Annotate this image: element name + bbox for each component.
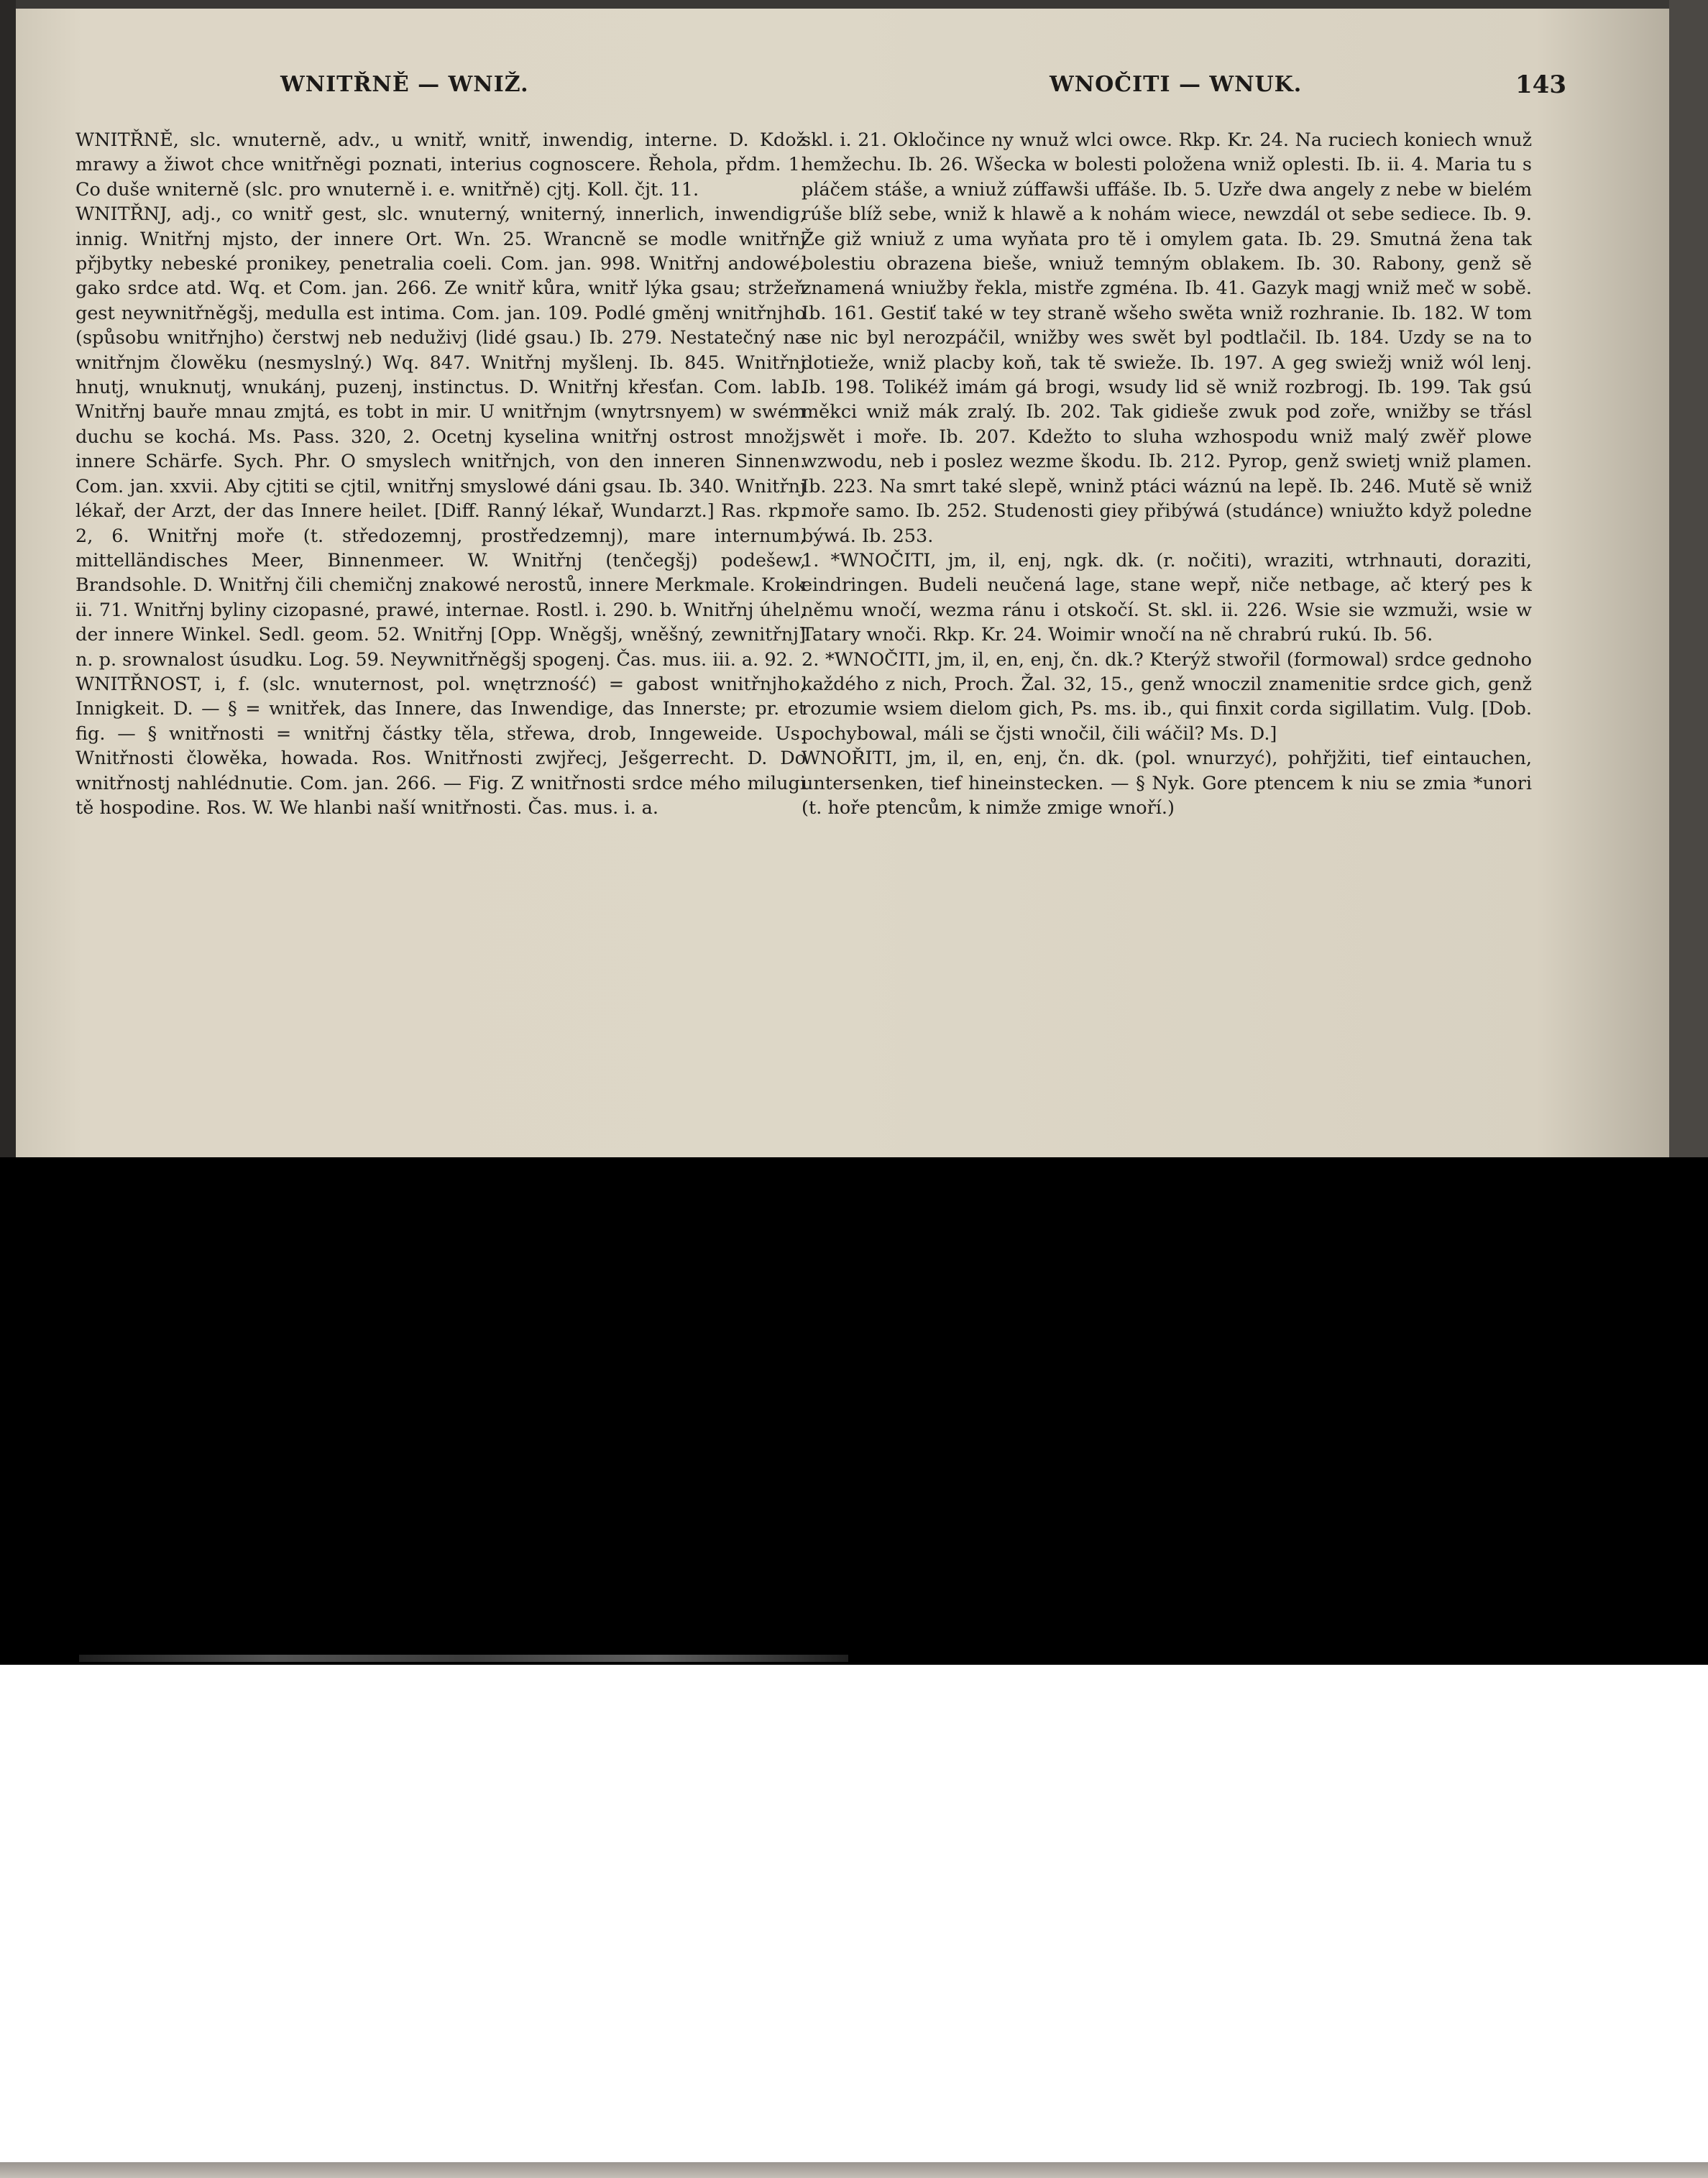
entry-continuation: skl. i. 21. Okločince ny wnuž wlci owce. Rkp. Kr. 24. Na ruciech koniech wnuž hemžechu. Ib. 26. Wšecka w bolesti položena wniž oplesti. Ib. ii. 4. Maria tu s pláčem stáše, a wniuž zúffawši uffáše. Ib. 5. Uzře dwa angely z nebe w bielém rúše blíž sebe, wniž k hlawě a k nohám wiece, newzdál ot sebe sediece. Ib. 9. Že giž wniuž z uma wyňata pro tě i omylem gata. Ib. 29. Smutná žena tak bolestiu obrazena bieše, wniuž temným oblakem. Ib. 30. Rabony, genž sě znamená wniužby řekla, mistře zgména. Ib. 41. Gazyk magj wniž meč w sobě. Ib. 161. Gestiť také w tey straně wšeho swěta wniž rozhranie. Ib. 182. W tom se nic byl nerozpáčil, wnižby wes swět byl podtlačil. Ib. 184. Uzdy se na to dotieže, wniž placby koň, tak tě swieže. Ib. 197. A geg swiežj wniž wól lenj. Ib. 198. Tolikéž imám gá brogi, wsudy lid sě wniž rozbrogj. Ib. 199. Tak gsú měkci wniž mák zralý. Ib. 202. Tak gidieše zwuk pod zoře, wnižby se třásl swět i moře. Ib. 207. Kdežto to sluha wzhospodu wniž malý zwěř plowe wzwodu, neb i poslez wezme škodu. Ib. 212. Pyrop, genž swietj wniž plamen. Ib. 223. Na smrt také slepě, wninž ptáci wáznú na lepě. Ib. 246. Mutě sě wniž moře samo. Ib. 252. Studenosti giey přibýwá (studánce) wniužto když poledne býwá. Ib. 253.	[802, 129, 1532, 547]
entry-wnoriti: WNOŘITI, jm, il, en, enj, čn. dk. (pol. wnurzyć), pohřjžiti, tief eintauchen, untersenken, tief hineinstecken. — § Nyk. Gore ptencem k niu se zmia *unori (t. hoře ptencům, k nimže zmige wnoří.)	[802, 748, 1532, 819]
running-head-left: WNITŘNĚ — WNIŽ.	[280, 72, 529, 97]
entry-wnociti-2: 2. *WNOČITI, jm, il, en, enj, čn. dk.? Kterýž stwořil (formowal) srdce gednoho každého z nich, Proch. Žal. 32, 15., genž wnoczil znamenitie srdce gich, genž rozumie wsiem dielom gich, Ps. ms. ib., qui finxit corda sigillatim. Vulg. [Dob. pochybowal, máli se čjsti wnočil, čili wáčil? Ms. D.]	[802, 648, 1532, 745]
running-head-right: WNOČITI — WNUK.	[1050, 72, 1303, 97]
entry-wnociti-1: 1. *WNOČITI, jm, il, enj, ngk. dk. (r. nočiti), wraziti, wtrhnauti, doraziti, eindringen. Budeli neučená lage, stane wepř, niče netbage, ač který pes k němu wnočí, wezma ránu i otskočí. St. skl. ii. 226. Wsie sie wzmuži, wsie w Tatary wnoči. Rkp. Kr. 24. Woimir wnočí na ně chrabrú rukú. Ib. 56.	[802, 549, 1532, 646]
scan-artifact-strip	[79, 1655, 848, 1662]
page-number: 143	[1515, 70, 1566, 99]
entry-wnitrnost: WNITŘNOST, i, f. (slc. wnuternost, pol. wnętrzność) = gabost wnitřnjho, Innigkeit. D. — § = wnitřek, das Innere, das Inwendige, das Innerste; pr. et fig. — § wnitřnosti = wnitřnj částky těla, střewa, drob, Inngeweide. Us. Wnitřnosti člowěka, howada. Ros. Wnitřnosti zwjřecj, Ješgerrecht. D. Do wnitřnostj nahlédnutie. Com. jan. 266. — Fig. Z wnitřnosti srdce mého milugi tě hospodine. Ros. W. We hlanbi naší wnitřnosti. Čas. mus. i. a.	[75, 673, 806, 819]
entry-wnitrnj: WNITŘNJ, adj., co wnitř gest, slc. wnuterný, wniterný, innerlich, inwendig, innig. Wnitřnj mjsto, der innere Ort. Wn. 25. Wrancně se modle wnitřnj přjbytky nebeské pronikey, penetralia coeli. Com. jan. 998. Wnitřnj andowé, gako srdce atd. Wq. et Com. jan. 266. Ze wnitř kůra, wnitř lýka gsau; stržeň gest neywnitřněgšj, medulla est intima. Com. jan. 109. Podlé gměnj wnitřnjho (spůsobu wnitřnjho) čerstwj neb neduživj (lidé gsau.) Ib. 279. Nestatečný na wnitřnjm člowěku (nesmyslný.) Wq. 847. Wnitřnj myšlenj. Ib. 845. Wnitřnj hnutj, wnuknutj, wnukánj, puzenj, instinctus. D. Wnitřnj křesťan. Com. lab. Wnitřnj bauře mnau zmjtá, es tobt in mir. U wnitřnjm (wnytrsnyem) w swém duchu se kochá. Ms. Pass. 320, 2. Ocetnj kyselina wnitřnj ostrost množj, innere Schärfe. Sych. Phr. O smyslech wnitřnjch, von den inneren Sinnen. Com. jan. xxvii. Aby cjtiti se cjtil, wnitřnj smyslowé dáni gsau. Ib. 340. Wnitřnj lékař, der Arzt, der das Innere heilet. [Diff. Ranný lékař, Wundarzt.] Ras. rkp. 2, 6. Wnitřnj moře (t. středozemnj, prostředzemnj), mare internum, mittelländisches Meer, Binnenmeer. W. Wnitřnj (tenčegšj) podešew, Brandsohle. D. Wnitřnj čili chemičnj znakowé nerostů, innere Merkmale. Krok ii. 71. Wnitřnj byliny cizopasné, prawé, internae. Rostl. i. 290. b. Wnitřnj úhel, der innere Winkel. Sedl. geom. 52. Wnitřnj [Opp. Wněgšj, wněšný, zewnitřnj] n. p. srownalost úsudku. Log. 59. Neywnitřněgšj spogenj. Čas. mus. iii. a. 92.	[75, 203, 806, 671]
bottom-edge-strip	[0, 2162, 1708, 2178]
black-occlusion-band	[0, 1157, 1708, 1665]
page-right-edge	[1669, 0, 1708, 1157]
right-column	[802, 128, 1532, 1149]
left-column	[75, 128, 806, 1149]
entry-wnitrne: WNITŘNĚ, slc. wnuterně, adv., u wnitř, wnitř, inwendig, interne. D. Kdož mrawy a žiwot chce wnitřněgi poznati, interius cognoscere. Řehola, přdm. 1. Co duše wniterně (slc. pro wnuterně i. e. wnitřně) cjtj. Koll. čjt. 11.	[75, 129, 806, 201]
book-spine	[0, 0, 16, 1157]
